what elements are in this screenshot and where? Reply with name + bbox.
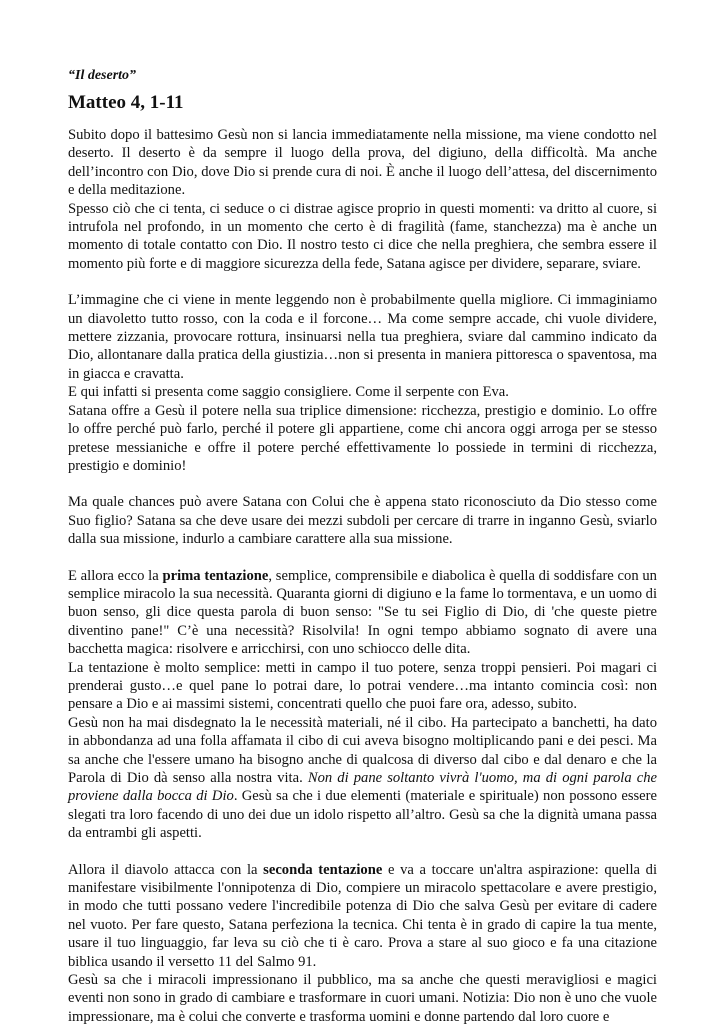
paragraph-spacer bbox=[68, 273, 657, 291]
paragraph-text: Allora il diavolo attacca con la bbox=[68, 861, 264, 878]
document-subtitle: “Il deserto” bbox=[68, 68, 137, 83]
paragraph bbox=[68, 861, 657, 971]
paragraph: L’immagine che ci viene in mente leggendo non è probabilmente quella migliore. Ci immaginiamo un diavoletto tutto rosso, con la coda e il forcone… Ma come sempre accade, chi vuole dividere, mettere zizzania, provocare rottura, insinuarsi nella tua preghiera, sviare dal cammino indicato da Dio, allontanare dalla pratica della giustizia…non si presenta in maniera pittoresca o spaventosa, ma in giacca e cravatta. bbox=[68, 292, 657, 382]
paragraph bbox=[68, 567, 657, 659]
paragraph-spacer bbox=[68, 549, 657, 567]
emphasis-bold: seconda tentazione bbox=[263, 861, 383, 878]
paragraph: Spesso ciò che ci tenta, ci seduce o ci distrae agisce proprio in questi momenti: va dritto al cuore, si intrufola nel profondo, in un momento che certo è di fragilità (fame, stanchezza) ma è anche un momento di totale contatto con Dio. Il nostro testo ci dice che nella preghiera, che sembra essere il momento più forte e di maggiore sicurezza della fede, Satana agisce per dividere, separare, sviare. bbox=[68, 200, 657, 272]
paragraph-text: e va a toccare un'altra aspirazione: quella di manifestare visibilmente l'onnipotenza di Dio, compiere un miracolo spettacolare e avere prestigio, in modo che tutti possano vedere l'incredibile potenza di Dio che salva Gesù per evitare di cadere nel vuoto. Per fare questo, Satana perfeziona la tecnica. Chi tenta è in grado di capire la tua mente, usare il tuo linguaggio, far leva su ciò che ti è caro. Prova a stare al suo gioco e fa una citazione biblica usando il versetto 11 del Salmo 91. bbox=[68, 861, 658, 970]
document-title: Matteo 4, 1-11 bbox=[68, 92, 184, 113]
paragraph bbox=[68, 714, 657, 843]
paragraph-text: Gesù non ha mai disdegnato la le necessità materiali, né il cibo. Ha partecipato a banchetti, ha dato in abbondanza ad una folla affamata il cibo di cui aveva bisogno moltiplicando pani e dei pesci. Ma sa anche che l'essere umano ha bisogno anche di qualcosa di diverso dal cibo e dal denaro e che la Parola di Dio dà senso alla nostra vita. bbox=[68, 714, 657, 786]
bible-quote: Non di pane soltanto vivrà l'uomo, ma di ogni parola che proviene dalla bocca di Dio bbox=[68, 770, 657, 805]
paragraph-spacer bbox=[68, 475, 657, 493]
paragraph: Gesù sa che i miracoli impressionano il pubblico, ma sa anche che questi meravigliosi e magici eventi non sono in grado di cambiare e trasformare in cuori umani. Notizia: Dio non è uno che vuole impressionare, ma è colui che converte e trasforma uomini e donne partendo dal loro cuore e bbox=[68, 972, 657, 1025]
paragraph-text: . Gesù sa che i due elementi (materiale e spirituale) non possono essere slegati tra loro facendo di uno dei due un idolo rispetto all’altro. Gesù sa che la dignità umana passa da entrambi gli aspetti. bbox=[68, 788, 658, 842]
paragraph-text: , semplice, comprensibile e diabolica è quella di soddisfare con un semplice miracolo la sua necessità. Quaranta giorni di digiuno e la fame lo tormentava, e un uomo di buon senso, gli dice questa parola di buon senso: "Se tu sei Figlio di Dio, di 'che queste pietre diventino pane!" C’è una necessità? Risolvila! In ogni tempo abbiamo sognato di avere una bacchetta magica: risolvere e arricchirsi, con uno schiocco delle dita. bbox=[68, 567, 657, 658]
paragraph-text: E allora ecco la bbox=[68, 567, 163, 584]
paragraph-spacer bbox=[68, 843, 657, 861]
document-body bbox=[68, 126, 657, 1026]
paragraph: E qui infatti si presenta come saggio consigliere. Come il serpente con Eva. bbox=[68, 384, 509, 401]
paragraph: La tentazione è molto semplice: metti in campo il tuo potere, senza troppi pensieri. Poi magari ci prenderai gusto…e quel pane lo potrai dare, lo potrai vendere…ma intanto comincia così: non pensare a Dio e ai massimi sistemi, concentrati quello che puoi fare ora, adesso, subito. bbox=[68, 659, 657, 713]
emphasis-bold: prima tentazione bbox=[162, 567, 269, 584]
paragraph: Satana offre a Gesù il potere nella sua triplice dimensione: ricchezza, prestigio e dominio. Lo offre lo offre perché può farlo, perché il potere gli appartiene, come chi ancora oggi arroga per se stesso pretese messianiche e offre il potere perché effettivamente lo possiede in termini di ricchezza, prestigio e dominio! bbox=[68, 402, 657, 474]
paragraph: Ma quale chances può avere Satana con Colui che è appena stato riconosciuto da Dio stesso come Suo figlio? Satana sa che deve usare dei mezzi subdoli per cercare di trarre in inganno Gesù, sviarlo dalla sua missione, indurlo a cambiare carattere alla sua missione. bbox=[68, 494, 657, 548]
paragraph: Subito dopo il battesimo Gesù non si lancia immediatamente nella missione, ma viene condotto nel deserto. Il deserto è da sempre il luogo della prova, del digiuno, della difficoltà. Ma anche dell’incontro con Dio, dove Dio si prende cura di noi. È anche il luogo dell’attesa, del discernimento e della meditazione. bbox=[68, 127, 657, 199]
